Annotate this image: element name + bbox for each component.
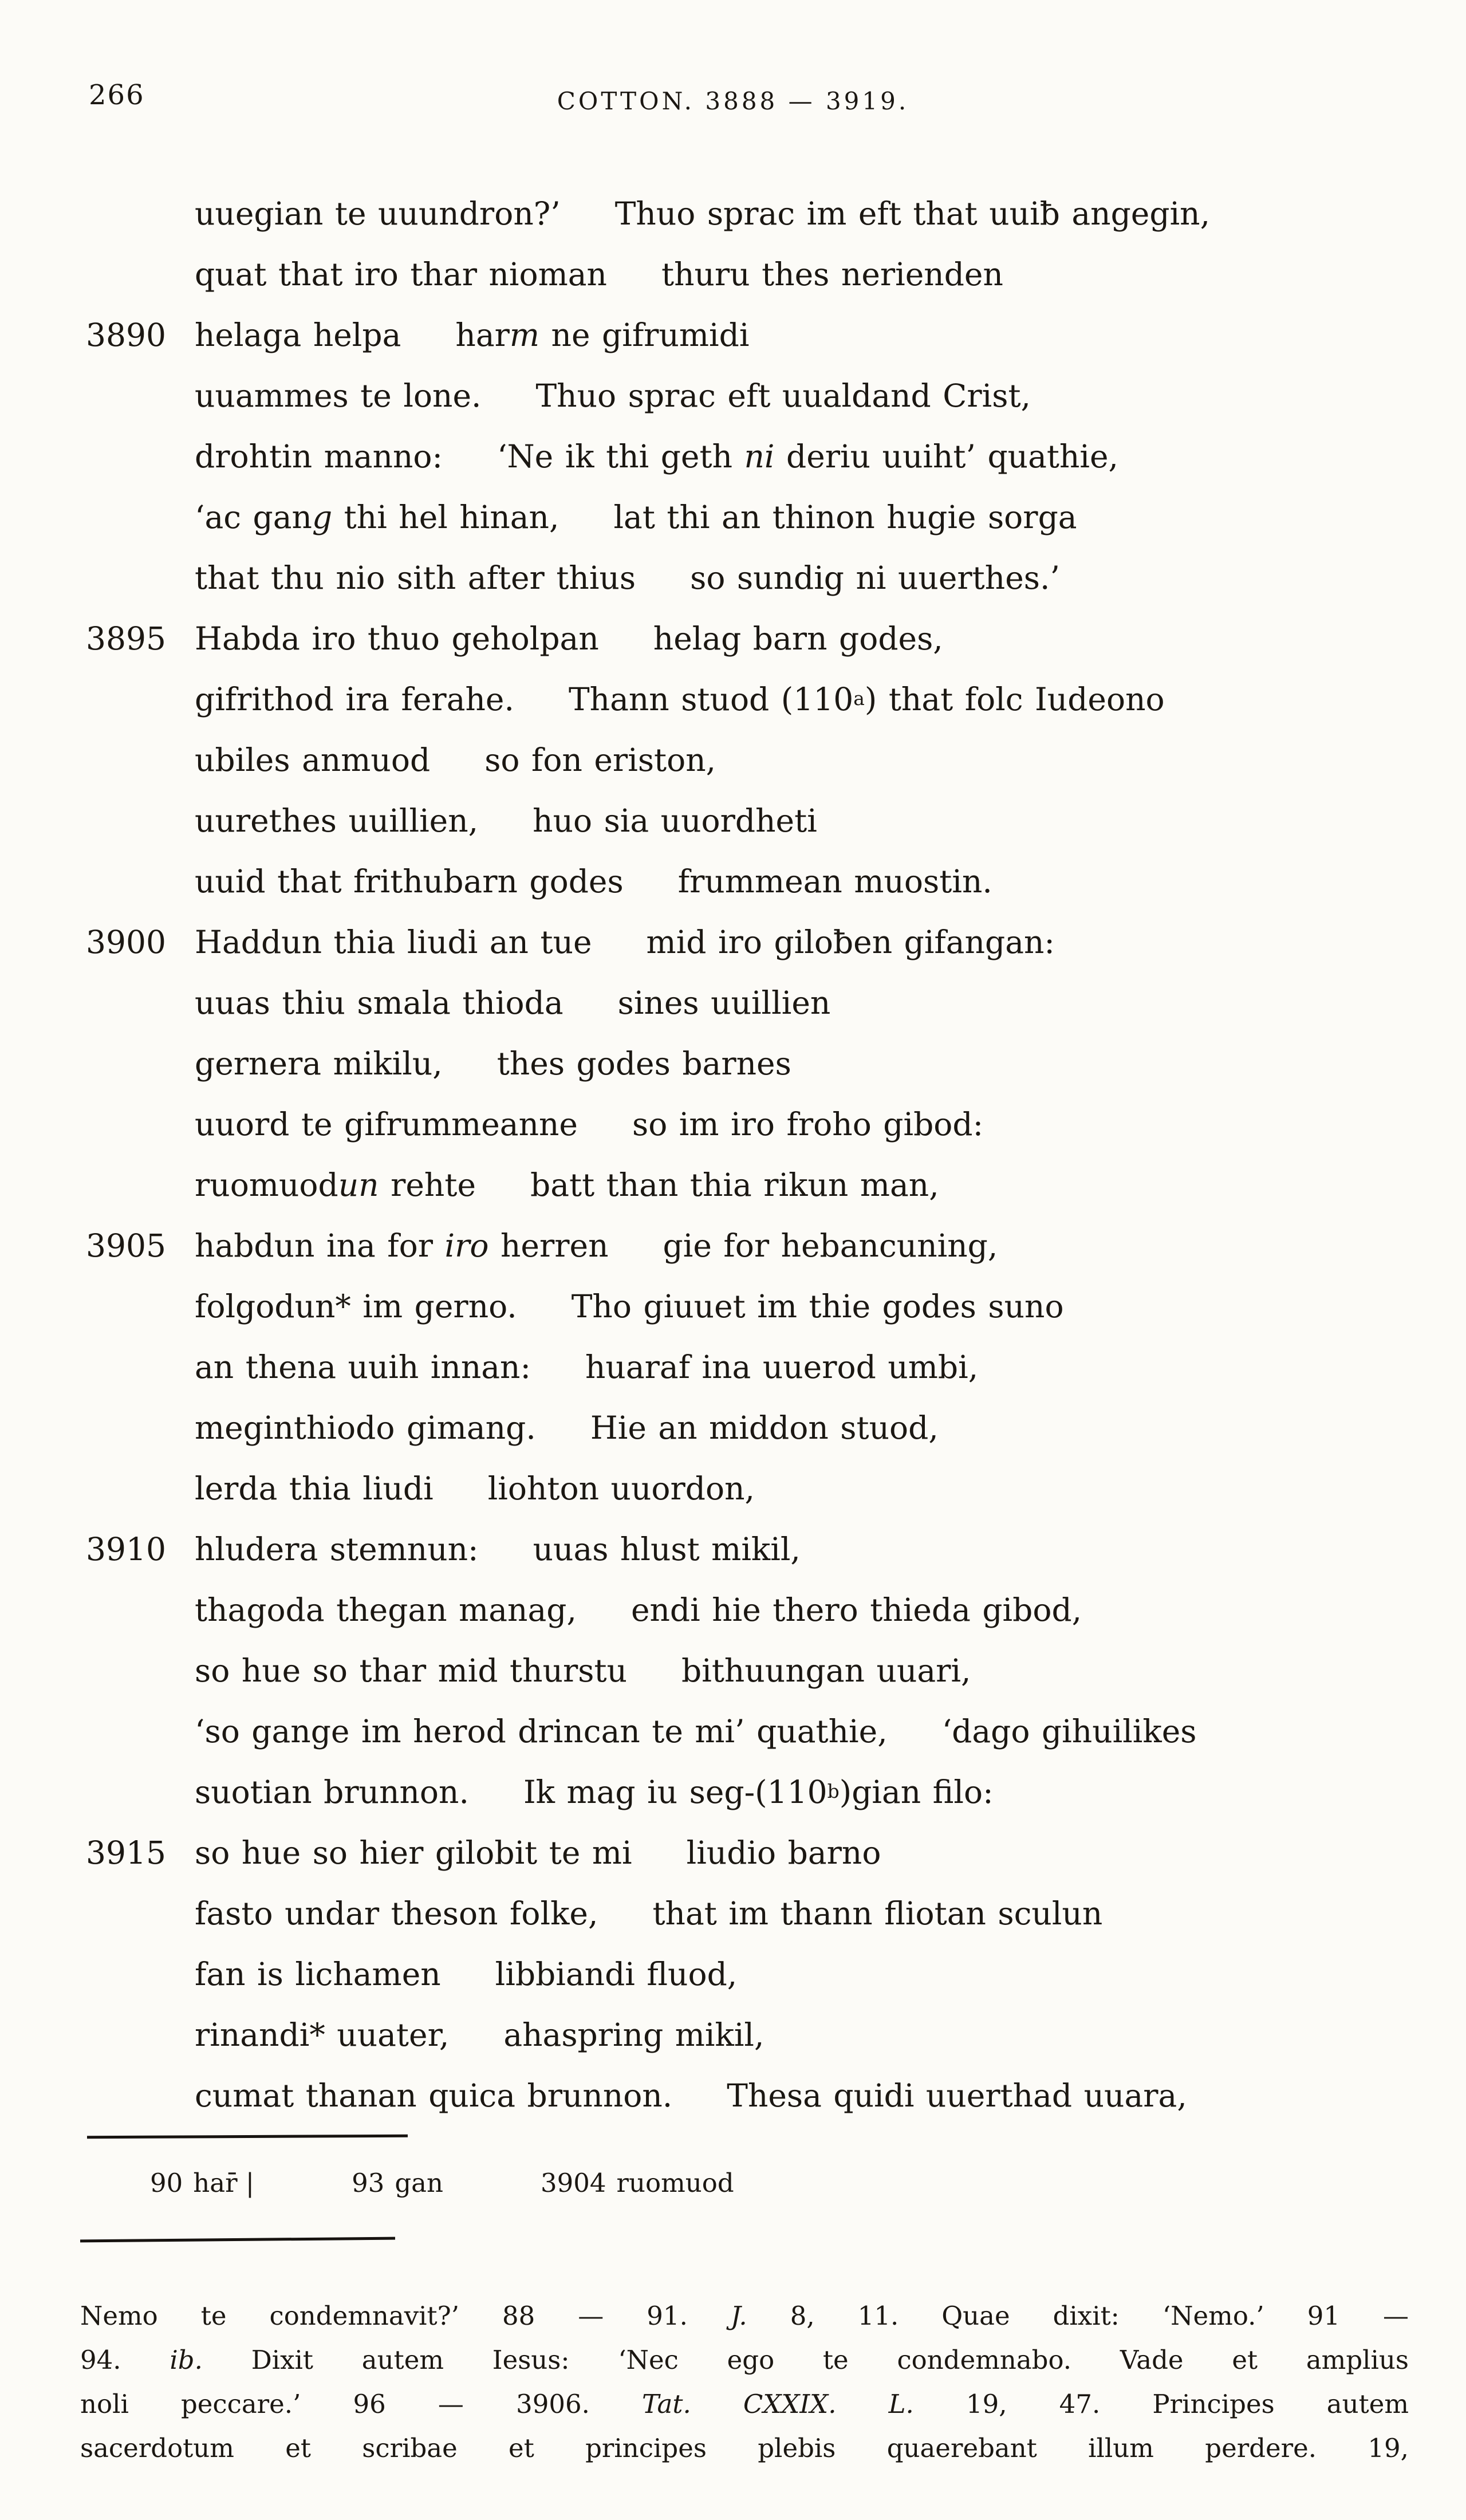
text-run: ) that folc Iudeono (864, 681, 1165, 718)
verse-line (0, 1155, 1466, 1215)
text-run: sines uuillien (617, 985, 831, 1021)
text-run: Habda iro thuo geholpan (195, 620, 599, 657)
italic-emphasis: J. (730, 2301, 747, 2331)
verse-text (195, 426, 1466, 487)
verse-half-right (533, 802, 817, 839)
text-run: thes godes barnes (496, 1045, 791, 1082)
verse-half-left (195, 1349, 531, 1385)
verse-half-left (195, 317, 401, 353)
verse-text (195, 487, 1466, 548)
verse-half-left (195, 1713, 888, 1750)
verse-line (0, 851, 1466, 912)
verse-half-right (727, 2077, 1187, 2114)
verse-half-left (195, 681, 514, 718)
text-run: uuammes te lone. (195, 377, 482, 414)
verse-line (0, 1883, 1466, 1944)
verse-half-right (530, 1167, 939, 1203)
text-run: huo sia uuordheti (533, 802, 817, 839)
verse-half-left (195, 377, 482, 414)
text-run: fan is lichamen (195, 1956, 441, 1993)
text-run: herren (488, 1227, 609, 1264)
verse-text (195, 730, 1466, 790)
text-run: Thesa quidi uuerthad uuara, (727, 2077, 1187, 2114)
text-run: ‘so gange im herod drincan te mi’ quathie, (195, 1713, 888, 1750)
verse-half-right (647, 924, 1055, 960)
verse-line (0, 548, 1466, 608)
text-run: habdun ina for (195, 1227, 445, 1264)
text-run: Hie an middon stuod, (590, 1409, 939, 1446)
verse-half-left (195, 924, 592, 960)
text-run: thagoda thegan manag, (195, 1592, 577, 1628)
verse-line (0, 730, 1466, 790)
text-run: so im iro froho gibod: (632, 1106, 984, 1143)
text-run: so hue so thar mid thurstu (195, 1652, 628, 1689)
verse-half-left (195, 1652, 627, 1689)
verse-number: 3895 (86, 620, 166, 657)
verse-half-right (632, 1106, 983, 1143)
text-run: thi hel hinan, (332, 499, 559, 536)
text-run: har (455, 317, 510, 353)
verse-block (0, 183, 1466, 2126)
verse-half-left (195, 2077, 672, 2114)
verse-half-right (690, 560, 1060, 596)
italic-emphasis: un (338, 1167, 379, 1203)
verse-text (195, 1944, 1466, 2005)
verse-half-right (615, 195, 1210, 232)
verse-half-right (497, 438, 1118, 475)
verse-line (0, 972, 1466, 1033)
text-run: frummean muostin. (677, 863, 992, 900)
verse-text (195, 669, 1466, 730)
footnote-line (80, 2338, 1409, 2382)
verse-half-left (195, 742, 430, 778)
text-run: 8, 11. Quae dixit: ‘Nemo.’ 91 — (747, 2301, 1409, 2331)
text-run: rinandi* uuater, (195, 2017, 450, 2053)
verse-line (0, 426, 1466, 487)
verse-line (0, 1762, 1466, 1822)
text-run: so sundig ni uuerthes.’ (690, 560, 1060, 596)
verse-text (195, 2065, 1466, 2126)
verse-line (0, 1397, 1466, 1458)
text-run: fasto undar theson folke, (195, 1895, 598, 1932)
verse-half-right (631, 1592, 1082, 1628)
verse-text (195, 1033, 1466, 1094)
text-run: uuas hlust mikil, (533, 1531, 801, 1568)
apparatus-lemma-ref: 3904 (540, 2168, 606, 2198)
text-run: so hue so hier gilobit te mi (195, 1834, 632, 1871)
verse-half-left (195, 1834, 632, 1871)
text-run: bithuungan uuari, (681, 1652, 971, 1689)
verse-text (195, 1397, 1466, 1458)
verse-text (195, 1883, 1466, 1944)
text-run: gifrithod ira ferahe. (195, 681, 514, 718)
text-run: ‘ac gan (195, 499, 312, 536)
verse-line (0, 669, 1466, 730)
verse-half-right (536, 377, 1031, 414)
apparatus-entry (352, 2168, 443, 2198)
text-run: Nemo te condemnavit?’ 88 — 91. (80, 2301, 731, 2331)
apparatus-reading: ruomuod (616, 2168, 734, 2198)
verse-half-left (195, 1045, 443, 1082)
verse-line (0, 1094, 1466, 1155)
verse-line (0, 183, 1466, 244)
verse-half-left (195, 256, 607, 293)
verse-half-left (195, 985, 563, 1021)
text-run: Thuo sprac im eft that uuiƀ angegin, (614, 195, 1211, 232)
verse-line (0, 1519, 1466, 1580)
footnote-commentary (80, 2294, 1409, 2470)
verse-line (0, 1640, 1466, 1701)
text-run: Tho giuuet im thie godes suno (571, 1288, 1064, 1325)
verse-text (195, 183, 1466, 244)
text-run: that thu nio sith after thius (195, 560, 636, 596)
verse-line (0, 1458, 1466, 1519)
verse-text (195, 851, 1466, 912)
text-run: quat that iro thar nioman (195, 256, 607, 293)
verse-half-right (653, 620, 943, 657)
verse-line (0, 1337, 1466, 1397)
verse-half-left (195, 438, 443, 475)
text-run: ‘Ne ik thi geth (497, 438, 744, 475)
text-run: ruomuod (195, 1167, 338, 1203)
text-run: Haddun thia liudi an tue (195, 924, 592, 960)
apparatus-entry (150, 2168, 254, 2198)
verse-text (195, 244, 1466, 305)
verse-line (0, 1580, 1466, 1640)
verse-half-left (195, 1409, 536, 1446)
text-run: ahaspring mikil, (503, 2017, 764, 2053)
apparatus-lemma-ref: 93 (352, 2168, 385, 2198)
verse-half-left (195, 560, 636, 596)
verse-text (195, 1580, 1466, 1640)
verse-number: 3915 (86, 1834, 166, 1871)
footnote-line (80, 2426, 1409, 2470)
apparatus-lemma-ref: 90 (150, 2168, 183, 2198)
verse-half-right (497, 1045, 791, 1082)
apparatus-reading: har̄ | (193, 2168, 255, 2198)
verse-half-right (533, 1531, 801, 1568)
text-run: helag barn godes, (653, 620, 943, 657)
verse-half-left (195, 1227, 609, 1264)
text-run: Dixit autem Iesus: ‘Nec ego te condemnabo. Vade et amplius (202, 2345, 1409, 2375)
text-run: uuas thiu smala thioda (195, 985, 563, 1021)
verse-text (195, 1822, 1466, 1883)
verse-half-left (195, 1956, 441, 1993)
running-header: COTTON. 3888 — 3919. (557, 87, 909, 115)
verse-half-left (195, 195, 561, 232)
verse-half-right (663, 1227, 998, 1264)
folio-superscript: b (827, 1780, 840, 1802)
verse-text (195, 1640, 1466, 1701)
verse-half-right (687, 1834, 881, 1871)
verse-half-right (495, 1956, 738, 1993)
text-run: helaga helpa (195, 317, 401, 353)
verse-text (195, 2005, 1466, 2065)
text-run: )gian filo: (839, 1774, 994, 1810)
verse-text (195, 1519, 1466, 1580)
verse-half-left (195, 1106, 578, 1143)
verse-half-right (503, 2017, 764, 2053)
verse-text (195, 365, 1466, 426)
verse-text (195, 1155, 1466, 1215)
verse-half-right (652, 1895, 1102, 1932)
verse-line (0, 487, 1466, 548)
text-run: Thann stuod (110 (568, 681, 854, 718)
verse-half-left (195, 620, 599, 657)
verse-half-right (585, 1349, 978, 1385)
text-run (837, 2389, 889, 2419)
page-header (0, 0, 1466, 135)
verse-line (0, 1944, 1466, 2005)
text-run: ne gifrumidi (539, 317, 750, 353)
verse-half-right (488, 1470, 755, 1507)
text-run: libbiandi fluod, (495, 1956, 738, 1993)
text-run: lat thi an thinon hugie sorga (613, 499, 1077, 536)
verse-text (195, 1701, 1466, 1762)
text-run: folgodun* im gerno. (195, 1288, 517, 1325)
apparatus-divider-rule (87, 2135, 408, 2139)
verse-half-right (572, 1288, 1064, 1325)
text-run: lerda thia liudi (195, 1470, 434, 1507)
verse-half-right (613, 499, 1077, 536)
text-run: mid iro giloƀen gifangan: (646, 924, 1055, 960)
verse-line (0, 2005, 1466, 2065)
text-run: thuru thes nerienden (661, 256, 1003, 293)
verse-line (0, 305, 1466, 365)
italic-emphasis: m (509, 317, 540, 353)
verse-half-right (678, 863, 992, 900)
text-run: an thena uuih innan: (195, 1349, 531, 1385)
italic-emphasis: Tat. CXXIX. (642, 2389, 837, 2419)
text-run: ubiles anmuod (195, 742, 431, 778)
verse-half-right (681, 1652, 971, 1689)
verse-text (195, 912, 1466, 972)
verse-line (0, 1276, 1466, 1337)
text-run: liudio barno (686, 1834, 881, 1871)
verse-line (0, 2065, 1466, 2126)
italic-emphasis: L. (888, 2389, 914, 2419)
text-run: sacerdotum et scribae et principes plebis quaerebant illum perdere. 19, (80, 2433, 1409, 2463)
verse-line (0, 912, 1466, 972)
verse-half-left (195, 1288, 517, 1325)
folio-superscript: a (853, 687, 865, 710)
text-run: Ik mag iu seg-(110 (523, 1774, 827, 1810)
verse-half-left (195, 2017, 449, 2053)
verse-text (195, 1337, 1466, 1397)
verse-half-left (195, 1167, 476, 1203)
verse-text (195, 1276, 1466, 1337)
verse-number: 3905 (86, 1227, 166, 1264)
text-run: Thuo sprac eft uualdand Crist, (535, 377, 1031, 414)
verse-text (195, 1762, 1466, 1822)
apparatus-reading: gan (395, 2168, 443, 2198)
verse-text (195, 972, 1466, 1033)
text-run: huaraf ina uuerod umbi, (585, 1349, 979, 1385)
text-run: noli peccare.’ 96 — 3906. (80, 2389, 643, 2419)
verse-line (0, 1701, 1466, 1762)
footnote-line (80, 2294, 1409, 2338)
verse-half-left (195, 802, 478, 839)
verse-half-left (195, 1774, 469, 1810)
text-run: 94. (80, 2345, 170, 2375)
verse-half-right (590, 1409, 939, 1446)
verse-half-left (195, 1895, 598, 1932)
verse-half-left (195, 1470, 434, 1507)
text-run: uuord te gifrummeanne (195, 1106, 578, 1143)
verse-half-right (523, 1774, 994, 1810)
verse-half-left (195, 1531, 479, 1568)
verse-text (195, 1458, 1466, 1519)
verse-number: 3890 (86, 317, 166, 353)
verse-half-right (569, 681, 1165, 718)
verse-half-right (618, 985, 831, 1021)
verse-half-right (455, 317, 749, 353)
verse-number: 3910 (86, 1531, 166, 1568)
text-run: 19, 47. Principes autem (913, 2389, 1409, 2419)
italic-emphasis: g (312, 499, 333, 536)
text-run: uurethes uuillien, (195, 802, 479, 839)
verse-text (195, 608, 1466, 669)
italic-emphasis: iro (444, 1227, 489, 1264)
verse-text (195, 305, 1466, 365)
text-run: so fon eriston, (484, 742, 716, 778)
verse-half-right (661, 256, 1003, 293)
verse-text (195, 1094, 1466, 1155)
verse-line (0, 244, 1466, 305)
page-number: 266 (89, 79, 145, 111)
text-run: that im thann fliotan sculun (652, 1895, 1103, 1932)
verse-half-left (195, 499, 559, 536)
verse-line (0, 1215, 1466, 1276)
verse-text (195, 790, 1466, 851)
text-run: drohtin manno: (195, 438, 443, 475)
apparatus-entry (541, 2168, 734, 2198)
text-run: uuid that frithubarn godes (195, 863, 624, 900)
text-run: ‘dago gihuilikes (941, 1713, 1197, 1750)
text-run: uuegian te uuundron?’ (195, 195, 561, 232)
footnote-divider-rule (80, 2237, 395, 2243)
verse-line (0, 608, 1466, 669)
text-run: suotian brunnon. (195, 1774, 469, 1810)
verse-text (195, 1215, 1466, 1276)
text-run: liohton uuordon, (487, 1470, 755, 1507)
text-run: deriu uuiht’ quathie, (774, 438, 1119, 475)
critical-apparatus (150, 2168, 1466, 2198)
verse-line (0, 1822, 1466, 1883)
italic-emphasis: ib. (170, 2345, 203, 2375)
text-run: cumat thanan quica brunnon. (195, 2077, 673, 2114)
text-run: meginthiodo gimang. (195, 1409, 536, 1446)
footnote-line (80, 2382, 1409, 2426)
verse-half-right (942, 1713, 1197, 1750)
verse-line (0, 365, 1466, 426)
text-run: batt than thia rikun man, (530, 1167, 939, 1203)
verse-line (0, 1033, 1466, 1094)
verse-number: 3900 (86, 924, 166, 960)
text-run: hludera stemnun: (195, 1531, 479, 1568)
italic-emphasis: ni (744, 438, 775, 475)
verse-text (195, 548, 1466, 608)
text-run: gernera mikilu, (195, 1045, 443, 1082)
verse-half-left (195, 1592, 577, 1628)
verse-half-right (484, 742, 716, 778)
verse-half-left (195, 863, 624, 900)
text-run: gie for hebancuning, (663, 1227, 998, 1264)
text-run: endi hie thero thieda gibod, (630, 1592, 1082, 1628)
verse-line (0, 790, 1466, 851)
text-run: rehte (379, 1167, 476, 1203)
